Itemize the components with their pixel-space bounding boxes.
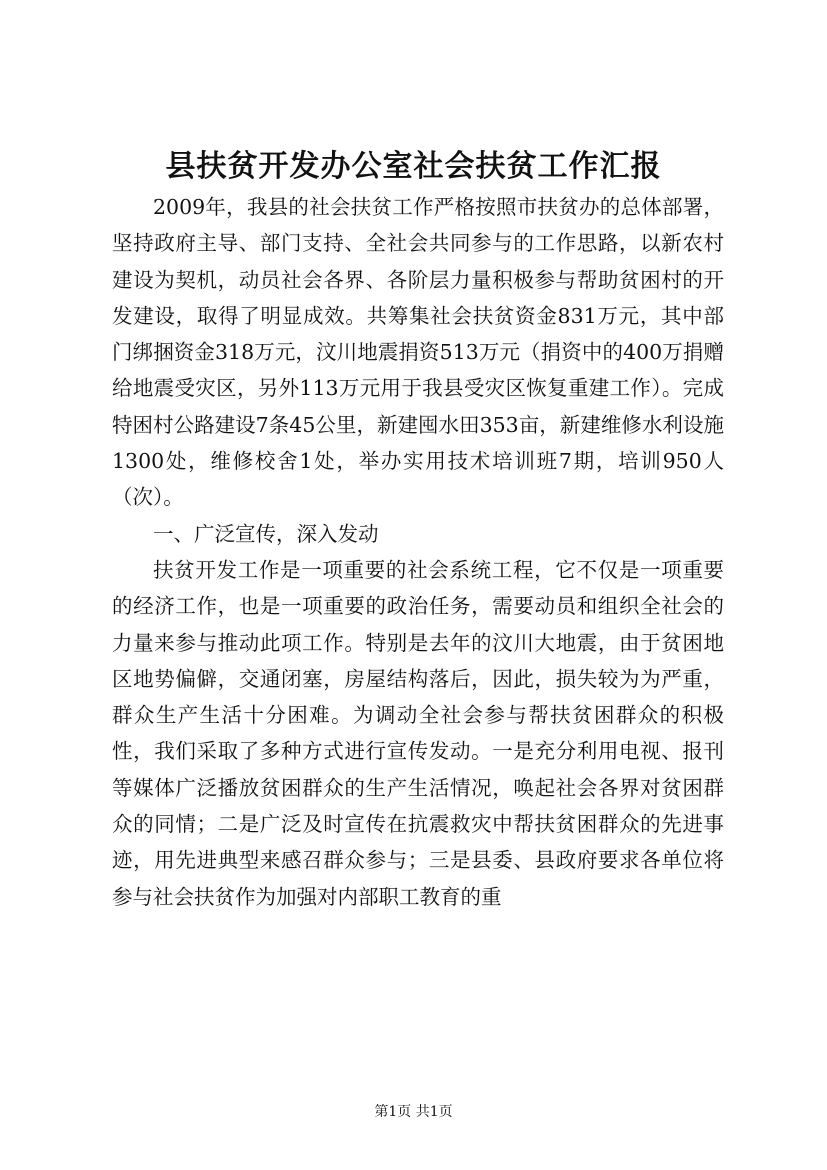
paragraph-section-1: 扶贫开发工作是一项重要的社会系统工程，它不仅是一项重要的经济工作，也是一项重要的政治任务，需要动员和组织全社会的力量来参与推动此项工作。特别是去年的汶川大地震，由于贫困地区地势偏僻，交通闭塞，房屋结构落后，因此，损失较为为严重，群众生产生活十分困难。为调动全社会参与帮扶贫困群众的积极性，我们采取了多种方式进行宣传发动。一是充分利用电视、报刊等媒体广泛播放贫困群众的生产生活情况，唤起社会各界对贫困群众的同情；二是广泛及时宣传在抗震救灾中帮扶贫困群众的先进事迹，用先进典型来感召群众参与；三是县委、县政府要求各单位将参与社会扶贫作为加强对内部职工教育的重 bbox=[112, 557, 724, 909]
paragraph-intro: 2009年，我县的社会扶贫工作严格按照市扶贫办的总体部署，坚持政府主导、部门支持、全社会共同参与的工作思路，以新农村建设为契机，动员社会各界、各阶层力量积极参与帮助贫困村的开发建设，取得了明显成效。共筹集社会扶贫资金831万元，其中部门绑捆资金318万元，汶川地震捐资513万元（捐资中的400万捐赠给地震受灾区，另外113万元用于我县受灾区恢复重建工作）。完成特困村公路建设7条45公里，新建囤水田353亩，新建维修水利设施1300处，维修校舍1处，举办实用技术培训班7期，培训950人（次）。 bbox=[112, 195, 724, 510]
page-footer: 第1页 共1页 bbox=[374, 1104, 453, 1120]
document-body bbox=[112, 189, 724, 915]
section-heading-1: 一、广泛宣传，深入发动 bbox=[153, 521, 379, 546]
document-title: 县扶贫开发办公室社会扶贫工作汇报 bbox=[165, 149, 662, 184]
